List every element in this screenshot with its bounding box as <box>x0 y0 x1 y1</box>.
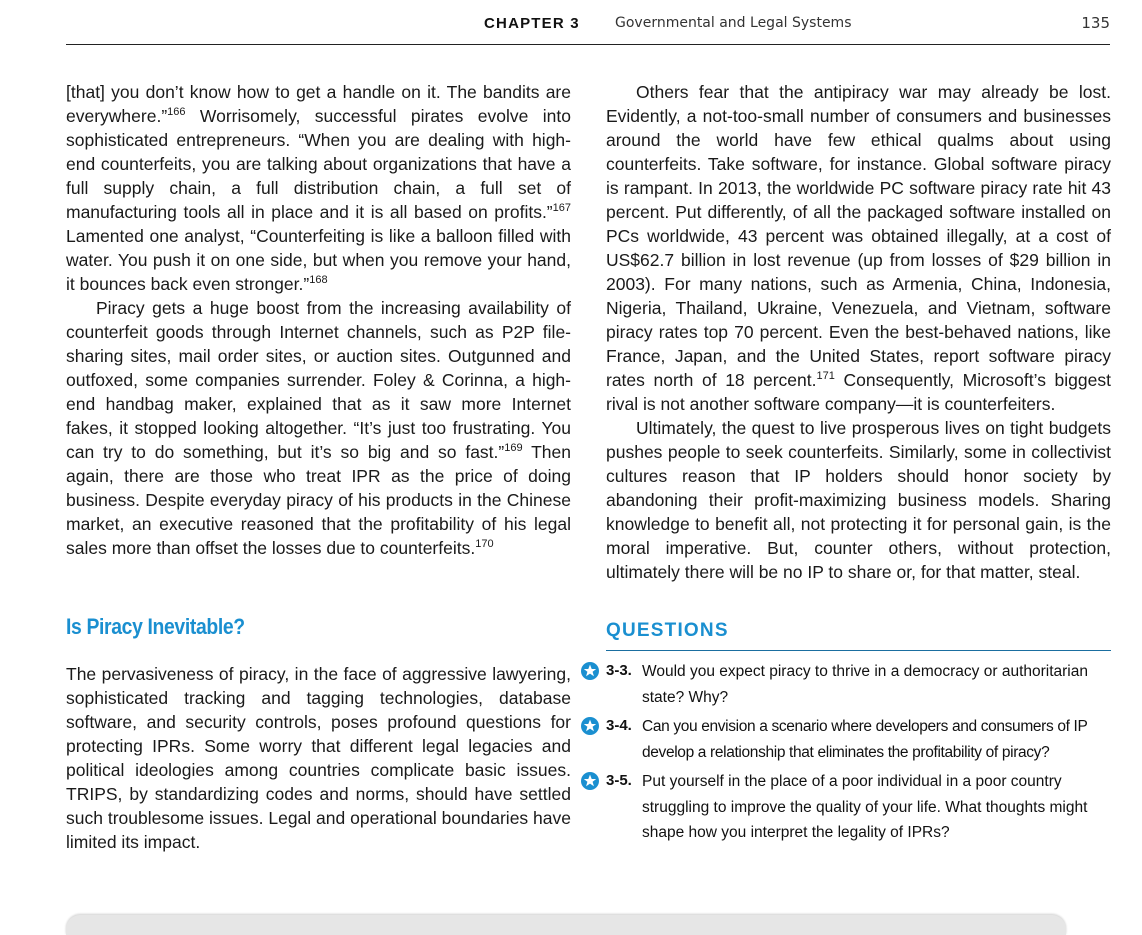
text-run: Worrisomely, successful pirates evolve into sophisticated entrepreneurs. “When you are dealing with high-end counterfeits, you are talking about organizations that have a full supply chain, a full distribution chain, a full set of manufacturing tools all in place and it is all based on profits.” <box>66 106 571 222</box>
question-item <box>606 769 1111 846</box>
footnote-ref: 167 <box>552 202 571 214</box>
question-item <box>606 659 1111 710</box>
chapter-label: CHAPTER 3 <box>484 15 580 32</box>
question-text: Would you expect piracy to thrive in a democracy or authoritarian state? Why? <box>642 663 1088 706</box>
text-run: Consequently, Microsoft’s biggest rival is not another software company—it is counterfeiters. <box>606 370 1111 414</box>
text-run: [that] you don’t know how to get a handle on it. The bandits are everywhere.” <box>66 82 571 126</box>
questions-heading: QUESTIONS <box>606 620 1111 651</box>
section-heading: Is Piracy Inevitable? <box>66 614 245 639</box>
star-icon <box>580 716 600 736</box>
question-text: Can you envision a scenario where developers and consumers of IP develop a relationship that eliminates the profitability of piracy? <box>642 718 1088 761</box>
paragraph-internet-piracy <box>66 296 571 560</box>
text-run: Then again, there are those who treat IPR as the price of doing business. Despite everyday piracy of his products in the Chinese market, an executive reasoned that the profitability of his legal sales more than offset the losses due to counterfeits. <box>66 442 571 558</box>
question-number: 3-3. <box>606 662 632 679</box>
footnote-ref: 170 <box>475 538 494 550</box>
footnote-ref: 171 <box>816 370 835 382</box>
footnote-ref: 168 <box>309 274 328 286</box>
paragraph-tight-budgets: Ultimately, the quest to live prosperous lives on tight budgets pushes people to seek counterfeits. Similarly, some in collectivist cultures reason that IP holders should honor society by abandoning their profit-maximizing business models. Sharing knowledge to benefit all, not protecting it for personal gain, is the moral imperative. But, counter others, without protection, ultimately there will be no IP to share or, for that matter, steal. <box>606 418 1111 582</box>
text-run: Lamented one analyst, “Counterfeiting is like a balloon filled with water. You push it on one side, but when you remove your hand, it bounces back even stronger.” <box>66 226 571 294</box>
left-column <box>66 80 571 854</box>
running-header <box>66 14 1110 45</box>
paragraph-antipiracy-war <box>606 80 1111 416</box>
right-column <box>606 80 1111 850</box>
question-text: Put yourself in the place of a poor individual in a poor country struggling to improve the quality of your life. What thoughts might shape how you interpret the legality of IPRs? <box>642 773 1088 841</box>
footnote-ref: 166 <box>167 106 186 118</box>
question-number: 3-4. <box>606 717 632 734</box>
text-run: Others fear that the antipiracy war may already be lost. Evidently, a not-too-small number of consumers and businesses around the world have few ethical qualms about using counterfeits. Take software, for instance. Global software piracy is rampant. In 2013, the worldwide PC software piracy rate hit 43 percent. Put differently, of all the packaged software installed on PCs worldwide, 43 percent was obtained illegally, at a cost of US$62.7 billion in lost revenue (up from losses of $29 billion in 2003). For many nations, such as Armenia, China, Indonesia, Nigeria, Thailand, Ukraine, Venezuela, and Vietnam, software piracy rates top 70 percent. Even the best-behaved nations, like France, Japan, and the United States, report software piracy rates north of 18 percent. <box>606 82 1111 390</box>
question-number: 3-5. <box>606 772 632 789</box>
paragraph-inevitable: The pervasiveness of piracy, in the face of aggressive lawyering, sophisticated tracking and tagging technologies, database software, and security controls, poses profound questions for protecting IPRs. Some worry that different legal legacies and political ideologies among countries complicate basic issues. TRIPS, by standardizing codes and norms, should have settled such troublesome issues. Legal and operational boundaries have limited its impact. <box>66 664 571 852</box>
section-title: Governmental and Legal Systems <box>615 15 852 31</box>
questions-list <box>606 659 1111 846</box>
page-number: 135 <box>1081 14 1110 32</box>
paragraph-continued <box>66 80 571 296</box>
page-edge <box>66 915 1066 935</box>
question-item <box>606 714 1111 765</box>
star-icon <box>580 661 600 681</box>
star-icon <box>580 771 600 791</box>
text-run: Piracy gets a huge boost from the increasing availability of counterfeit goods through Internet channels, such as P2P file-sharing sites, mail order sites, or auction sites. Outgunned and outfoxed, some companies surrender. Foley & Corinna, a high-end handbag maker, explained that as it saw more Internet fakes, it stopped looking altogether. “It’s just too frustrating. You can try to do something, but it’s so big and so fast.” <box>66 298 571 462</box>
footnote-ref: 169 <box>504 442 523 454</box>
